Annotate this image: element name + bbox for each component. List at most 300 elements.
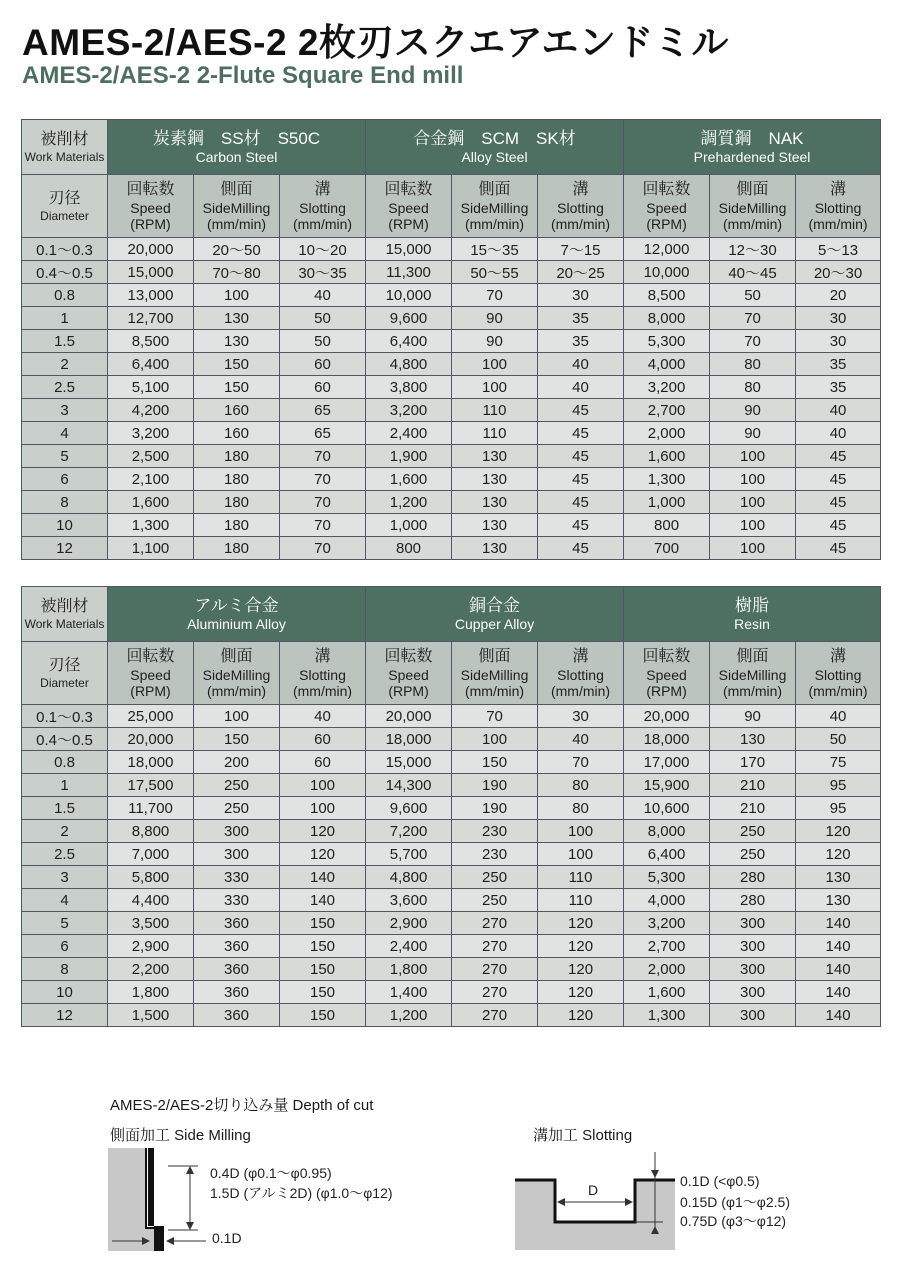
side-milling-header: 側面 SideMilling (mm/min) <box>452 642 538 705</box>
value-cell: 280 <box>710 889 796 912</box>
value-cell: 130 <box>452 514 538 537</box>
diameter-cell: 2 <box>22 353 108 376</box>
value-cell: 120 <box>796 820 881 843</box>
value-cell: 40 <box>538 353 624 376</box>
value-cell: 140 <box>796 981 881 1004</box>
table-row <box>22 376 881 399</box>
diameter-cell: 0.4〜0.5 <box>22 728 108 751</box>
value-cell: 10,000 <box>366 284 452 307</box>
value-cell: 30 <box>538 284 624 307</box>
value-cell: 40 <box>796 422 881 445</box>
value-cell: 1,600 <box>624 445 710 468</box>
value-cell: 130 <box>710 728 796 751</box>
side-milling-radial: 0.1D <box>212 1230 242 1246</box>
value-cell: 1,100 <box>108 537 194 560</box>
value-cell: 280 <box>710 866 796 889</box>
slotting-header: 溝 Slotting (mm/min) <box>280 642 366 705</box>
value-cell: 360 <box>194 935 280 958</box>
speed-header: 回転数 Speed (RPM) <box>366 175 452 238</box>
value-cell: 170 <box>710 751 796 774</box>
slotting-label: 溝加工 Slotting <box>533 1127 633 1144</box>
diameter-cell: 12 <box>22 1004 108 1027</box>
value-cell: 8,500 <box>624 284 710 307</box>
value-cell: 100 <box>710 468 796 491</box>
value-cell: 45 <box>796 491 881 514</box>
material-header: アルミ合金 Aluminium Alloy <box>108 587 366 642</box>
value-cell: 35 <box>796 376 881 399</box>
value-cell: 6,400 <box>108 353 194 376</box>
value-cell: 70〜80 <box>194 261 280 284</box>
table-row <box>22 353 881 376</box>
value-cell: 70 <box>280 468 366 491</box>
value-cell: 40 <box>280 705 366 728</box>
value-cell: 90 <box>710 705 796 728</box>
value-cell: 120 <box>538 912 624 935</box>
diameter-cell: 0.1〜0.3 <box>22 705 108 728</box>
value-cell: 10〜20 <box>280 238 366 261</box>
value-cell: 130 <box>796 866 881 889</box>
value-cell: 17,500 <box>108 774 194 797</box>
value-cell: 210 <box>710 774 796 797</box>
value-cell: 100 <box>452 353 538 376</box>
table-row <box>22 728 881 751</box>
table-row <box>22 468 881 491</box>
value-cell: 120 <box>538 981 624 1004</box>
value-cell: 30 <box>796 307 881 330</box>
value-cell: 130 <box>194 330 280 353</box>
diameter-cell: 12 <box>22 537 108 560</box>
value-cell: 20,000 <box>108 238 194 261</box>
work-materials-header: 被削材 Work Materials <box>22 120 108 175</box>
value-cell: 140 <box>796 912 881 935</box>
value-cell: 300 <box>194 843 280 866</box>
value-cell: 130 <box>194 307 280 330</box>
value-cell: 150 <box>280 912 366 935</box>
slotting-width-label: D <box>588 1182 599 1198</box>
page-title: AMES-2/AES-2 2枚刃スクエアエンドミル <box>22 22 729 63</box>
value-cell: 60 <box>280 751 366 774</box>
value-cell: 800 <box>366 537 452 560</box>
table-row <box>22 958 881 981</box>
table-row <box>22 284 881 307</box>
value-cell: 70 <box>452 284 538 307</box>
slotting-depth-line1: 0.1D (<φ0.5) <box>680 1173 760 1189</box>
value-cell: 90 <box>710 422 796 445</box>
value-cell: 230 <box>452 843 538 866</box>
value-cell: 1,600 <box>108 491 194 514</box>
value-cell: 3,200 <box>624 912 710 935</box>
side-milling-header: 側面 SideMilling (mm/min) <box>710 642 796 705</box>
value-cell: 80 <box>538 774 624 797</box>
value-cell: 90 <box>452 330 538 353</box>
side-milling-header: 側面 SideMilling (mm/min) <box>452 175 538 238</box>
value-cell: 45 <box>796 468 881 491</box>
value-cell: 8,000 <box>624 820 710 843</box>
diameter-cell: 0.8 <box>22 284 108 307</box>
table-row <box>22 330 881 353</box>
table-row <box>22 843 881 866</box>
material-header: 調質鋼 NAK Prehardened Steel <box>624 120 881 175</box>
value-cell: 4,400 <box>108 889 194 912</box>
value-cell: 100 <box>538 820 624 843</box>
diameter-cell: 10 <box>22 981 108 1004</box>
material-header: 合金鋼 SCM SK材 Alloy Steel <box>366 120 624 175</box>
speed-header: 回転数 Speed (RPM) <box>624 175 710 238</box>
side-milling-depth-line2: 1.5D (アルミ2D) (φ1.0〜φ12) <box>210 1185 393 1201</box>
diameter-cell: 2.5 <box>22 376 108 399</box>
diameter-cell: 0.4〜0.5 <box>22 261 108 284</box>
value-cell: 120 <box>796 843 881 866</box>
value-cell: 1,000 <box>624 491 710 514</box>
diameter-cell: 3 <box>22 399 108 422</box>
value-cell: 50 <box>796 728 881 751</box>
value-cell: 2,400 <box>366 935 452 958</box>
value-cell: 1,600 <box>366 468 452 491</box>
value-cell: 95 <box>796 797 881 820</box>
slotting-header: 溝 Slotting (mm/min) <box>538 175 624 238</box>
value-cell: 150 <box>194 376 280 399</box>
value-cell: 150 <box>194 353 280 376</box>
value-cell: 60 <box>280 728 366 751</box>
value-cell: 100 <box>710 445 796 468</box>
material-header: 樹脂 Resin <box>624 587 881 642</box>
value-cell: 1,200 <box>366 491 452 514</box>
value-cell: 80 <box>710 353 796 376</box>
value-cell: 4,800 <box>366 866 452 889</box>
value-cell: 5,300 <box>624 330 710 353</box>
value-cell: 5,700 <box>366 843 452 866</box>
value-cell: 100 <box>452 376 538 399</box>
value-cell: 150 <box>280 981 366 1004</box>
value-cell: 250 <box>194 797 280 820</box>
value-cell: 65 <box>280 422 366 445</box>
diameter-cell: 5 <box>22 445 108 468</box>
value-cell: 150 <box>280 935 366 958</box>
value-cell: 35 <box>538 307 624 330</box>
diameter-cell: 1.5 <box>22 797 108 820</box>
slotting-depth-line3: 0.75D (φ3〜φ12) <box>680 1213 787 1229</box>
value-cell: 100 <box>280 797 366 820</box>
value-cell: 100 <box>710 514 796 537</box>
value-cell: 210 <box>710 797 796 820</box>
value-cell: 30 <box>538 705 624 728</box>
material-header: 銅合金 Cupper Alloy <box>366 587 624 642</box>
value-cell: 200 <box>194 751 280 774</box>
value-cell: 100 <box>452 728 538 751</box>
value-cell: 70 <box>452 705 538 728</box>
value-cell: 130 <box>452 468 538 491</box>
value-cell: 120 <box>538 958 624 981</box>
value-cell: 12〜30 <box>710 238 796 261</box>
value-cell: 180 <box>194 514 280 537</box>
speed-header: 回転数 Speed (RPM) <box>108 642 194 705</box>
value-cell: 140 <box>796 958 881 981</box>
value-cell: 1,400 <box>366 981 452 1004</box>
value-cell: 300 <box>710 981 796 1004</box>
table-row <box>22 537 881 560</box>
material-header: 炭素鋼 SS材 S50C Carbon Steel <box>108 120 366 175</box>
value-cell: 3,500 <box>108 912 194 935</box>
value-cell: 70 <box>538 751 624 774</box>
value-cell: 18,000 <box>624 728 710 751</box>
value-cell: 4,000 <box>624 889 710 912</box>
value-cell: 3,600 <box>366 889 452 912</box>
value-cell: 4,200 <box>108 399 194 422</box>
page-subtitle: AMES-2/AES-2 2-Flute Square End mill <box>22 62 464 89</box>
value-cell: 120 <box>280 843 366 866</box>
value-cell: 100 <box>710 537 796 560</box>
side-milling-header: 側面 SideMilling (mm/min) <box>194 642 280 705</box>
value-cell: 7,200 <box>366 820 452 843</box>
value-cell: 300 <box>194 820 280 843</box>
side-milling-header: 側面 SideMilling (mm/min) <box>194 175 280 238</box>
value-cell: 40 <box>280 284 366 307</box>
value-cell: 130 <box>452 537 538 560</box>
value-cell: 2,900 <box>366 912 452 935</box>
table-row <box>22 514 881 537</box>
value-cell: 30 <box>796 330 881 353</box>
value-cell: 18,000 <box>108 751 194 774</box>
table-row <box>22 238 881 261</box>
side-milling-depth-line1: 0.4D (φ0.1〜φ0.95) <box>210 1165 332 1181</box>
value-cell: 1,300 <box>624 1004 710 1027</box>
value-cell: 140 <box>796 1004 881 1027</box>
value-cell: 12,700 <box>108 307 194 330</box>
cutting-conditions-table-nonferrous <box>21 586 881 1027</box>
value-cell: 95 <box>796 774 881 797</box>
value-cell: 14,300 <box>366 774 452 797</box>
table-row <box>22 307 881 330</box>
value-cell: 45 <box>538 399 624 422</box>
value-cell: 30〜35 <box>280 261 366 284</box>
slotting-header: 溝 Slotting (mm/min) <box>280 175 366 238</box>
diameter-cell: 2 <box>22 820 108 843</box>
value-cell: 1,300 <box>624 468 710 491</box>
value-cell: 90 <box>452 307 538 330</box>
value-cell: 2,900 <box>108 935 194 958</box>
value-cell: 40 <box>796 705 881 728</box>
value-cell: 70 <box>280 514 366 537</box>
value-cell: 20〜50 <box>194 238 280 261</box>
value-cell: 700 <box>624 537 710 560</box>
value-cell: 100 <box>194 284 280 307</box>
value-cell: 4,000 <box>624 353 710 376</box>
value-cell: 3,200 <box>108 422 194 445</box>
value-cell: 90 <box>710 399 796 422</box>
speed-header: 回転数 Speed (RPM) <box>366 642 452 705</box>
value-cell: 270 <box>452 935 538 958</box>
value-cell: 13,000 <box>108 284 194 307</box>
value-cell: 150 <box>280 1004 366 1027</box>
side-milling-label: 側面加工 Side Milling <box>110 1127 251 1144</box>
value-cell: 5,800 <box>108 866 194 889</box>
value-cell: 130 <box>452 491 538 514</box>
value-cell: 70 <box>710 307 796 330</box>
value-cell: 330 <box>194 866 280 889</box>
value-cell: 40 <box>796 399 881 422</box>
value-cell: 17,000 <box>624 751 710 774</box>
value-cell: 4,800 <box>366 353 452 376</box>
slotting-header: 溝 Slotting (mm/min) <box>796 175 881 238</box>
value-cell: 100 <box>280 774 366 797</box>
value-cell: 20〜30 <box>796 261 881 284</box>
value-cell: 270 <box>452 912 538 935</box>
table-row <box>22 981 881 1004</box>
value-cell: 40〜45 <box>710 261 796 284</box>
value-cell: 60 <box>280 376 366 399</box>
value-cell: 5,100 <box>108 376 194 399</box>
diameter-cell: 1.5 <box>22 330 108 353</box>
value-cell: 45 <box>538 537 624 560</box>
value-cell: 20,000 <box>624 705 710 728</box>
slotting-depth-line2: 0.15D (φ1〜φ2.5) <box>680 1194 790 1210</box>
value-cell: 6,400 <box>366 330 452 353</box>
value-cell: 15,000 <box>366 751 452 774</box>
value-cell: 250 <box>710 820 796 843</box>
value-cell: 5,300 <box>624 866 710 889</box>
value-cell: 45 <box>796 514 881 537</box>
value-cell: 2,000 <box>624 958 710 981</box>
value-cell: 8,800 <box>108 820 194 843</box>
value-cell: 160 <box>194 422 280 445</box>
diameter-cell: 3 <box>22 866 108 889</box>
value-cell: 180 <box>194 445 280 468</box>
value-cell: 110 <box>538 889 624 912</box>
value-cell: 110 <box>538 866 624 889</box>
value-cell: 140 <box>796 935 881 958</box>
value-cell: 45 <box>538 468 624 491</box>
value-cell: 35 <box>796 353 881 376</box>
slotting-diagram <box>515 1150 675 1250</box>
value-cell: 20,000 <box>366 705 452 728</box>
value-cell: 130 <box>452 445 538 468</box>
table-row <box>22 491 881 514</box>
value-cell: 3,800 <box>366 376 452 399</box>
value-cell: 1,800 <box>366 958 452 981</box>
value-cell: 50 <box>280 307 366 330</box>
value-cell: 180 <box>194 491 280 514</box>
diameter-cell: 0.8 <box>22 751 108 774</box>
value-cell: 270 <box>452 981 538 1004</box>
value-cell: 140 <box>280 866 366 889</box>
value-cell: 70 <box>710 330 796 353</box>
value-cell: 75 <box>796 751 881 774</box>
value-cell: 50 <box>280 330 366 353</box>
value-cell: 15,000 <box>108 261 194 284</box>
value-cell: 10,000 <box>624 261 710 284</box>
value-cell: 15〜35 <box>452 238 538 261</box>
value-cell: 130 <box>796 889 881 912</box>
table-row <box>22 705 881 728</box>
value-cell: 11,700 <box>108 797 194 820</box>
diameter-cell: 4 <box>22 422 108 445</box>
value-cell: 3,200 <box>624 376 710 399</box>
value-cell: 70 <box>280 491 366 514</box>
table-row <box>22 912 881 935</box>
table-row <box>22 935 881 958</box>
value-cell: 8,000 <box>624 307 710 330</box>
value-cell: 70 <box>280 537 366 560</box>
value-cell: 35 <box>538 330 624 353</box>
value-cell: 250 <box>194 774 280 797</box>
diameter-cell: 2.5 <box>22 843 108 866</box>
value-cell: 330 <box>194 889 280 912</box>
value-cell: 65 <box>280 399 366 422</box>
value-cell: 190 <box>452 797 538 820</box>
value-cell: 300 <box>710 958 796 981</box>
value-cell: 270 <box>452 1004 538 1027</box>
value-cell: 160 <box>194 399 280 422</box>
value-cell: 180 <box>194 468 280 491</box>
value-cell: 12,000 <box>624 238 710 261</box>
value-cell: 6,400 <box>624 843 710 866</box>
value-cell: 8,500 <box>108 330 194 353</box>
value-cell: 140 <box>280 889 366 912</box>
value-cell: 9,600 <box>366 307 452 330</box>
value-cell: 1,900 <box>366 445 452 468</box>
value-cell: 70 <box>280 445 366 468</box>
value-cell: 45 <box>538 491 624 514</box>
diameter-cell: 8 <box>22 491 108 514</box>
table-row <box>22 774 881 797</box>
value-cell: 45 <box>538 422 624 445</box>
value-cell: 110 <box>452 422 538 445</box>
value-cell: 11,300 <box>366 261 452 284</box>
value-cell: 250 <box>452 889 538 912</box>
value-cell: 80 <box>710 376 796 399</box>
value-cell: 9,600 <box>366 797 452 820</box>
speed-header: 回転数 Speed (RPM) <box>624 642 710 705</box>
value-cell: 230 <box>452 820 538 843</box>
value-cell: 45 <box>796 445 881 468</box>
value-cell: 40 <box>538 728 624 751</box>
value-cell: 2,500 <box>108 445 194 468</box>
value-cell: 45 <box>796 537 881 560</box>
diameter-header: 刃径 Diameter <box>22 642 108 705</box>
diameter-cell: 8 <box>22 958 108 981</box>
value-cell: 2,200 <box>108 958 194 981</box>
value-cell: 25,000 <box>108 705 194 728</box>
slotting-header: 溝 Slotting (mm/min) <box>538 642 624 705</box>
value-cell: 300 <box>710 1004 796 1027</box>
diameter-header: 刃径 Diameter <box>22 175 108 238</box>
value-cell: 120 <box>538 1004 624 1027</box>
diameter-cell: 6 <box>22 935 108 958</box>
value-cell: 7,000 <box>108 843 194 866</box>
table-row <box>22 866 881 889</box>
diameter-cell: 0.1〜0.3 <box>22 238 108 261</box>
table-row <box>22 1004 881 1027</box>
value-cell: 100 <box>710 491 796 514</box>
table-row <box>22 820 881 843</box>
value-cell: 2,000 <box>624 422 710 445</box>
value-cell: 150 <box>280 958 366 981</box>
value-cell: 270 <box>452 958 538 981</box>
value-cell: 150 <box>452 751 538 774</box>
value-cell: 20 <box>796 284 881 307</box>
value-cell: 1,200 <box>366 1004 452 1027</box>
value-cell: 300 <box>710 935 796 958</box>
value-cell: 80 <box>538 797 624 820</box>
value-cell: 40 <box>538 376 624 399</box>
value-cell: 360 <box>194 981 280 1004</box>
table-row <box>22 797 881 820</box>
value-cell: 120 <box>538 935 624 958</box>
value-cell: 2,400 <box>366 422 452 445</box>
value-cell: 1,600 <box>624 981 710 1004</box>
value-cell: 120 <box>280 820 366 843</box>
value-cell: 360 <box>194 912 280 935</box>
